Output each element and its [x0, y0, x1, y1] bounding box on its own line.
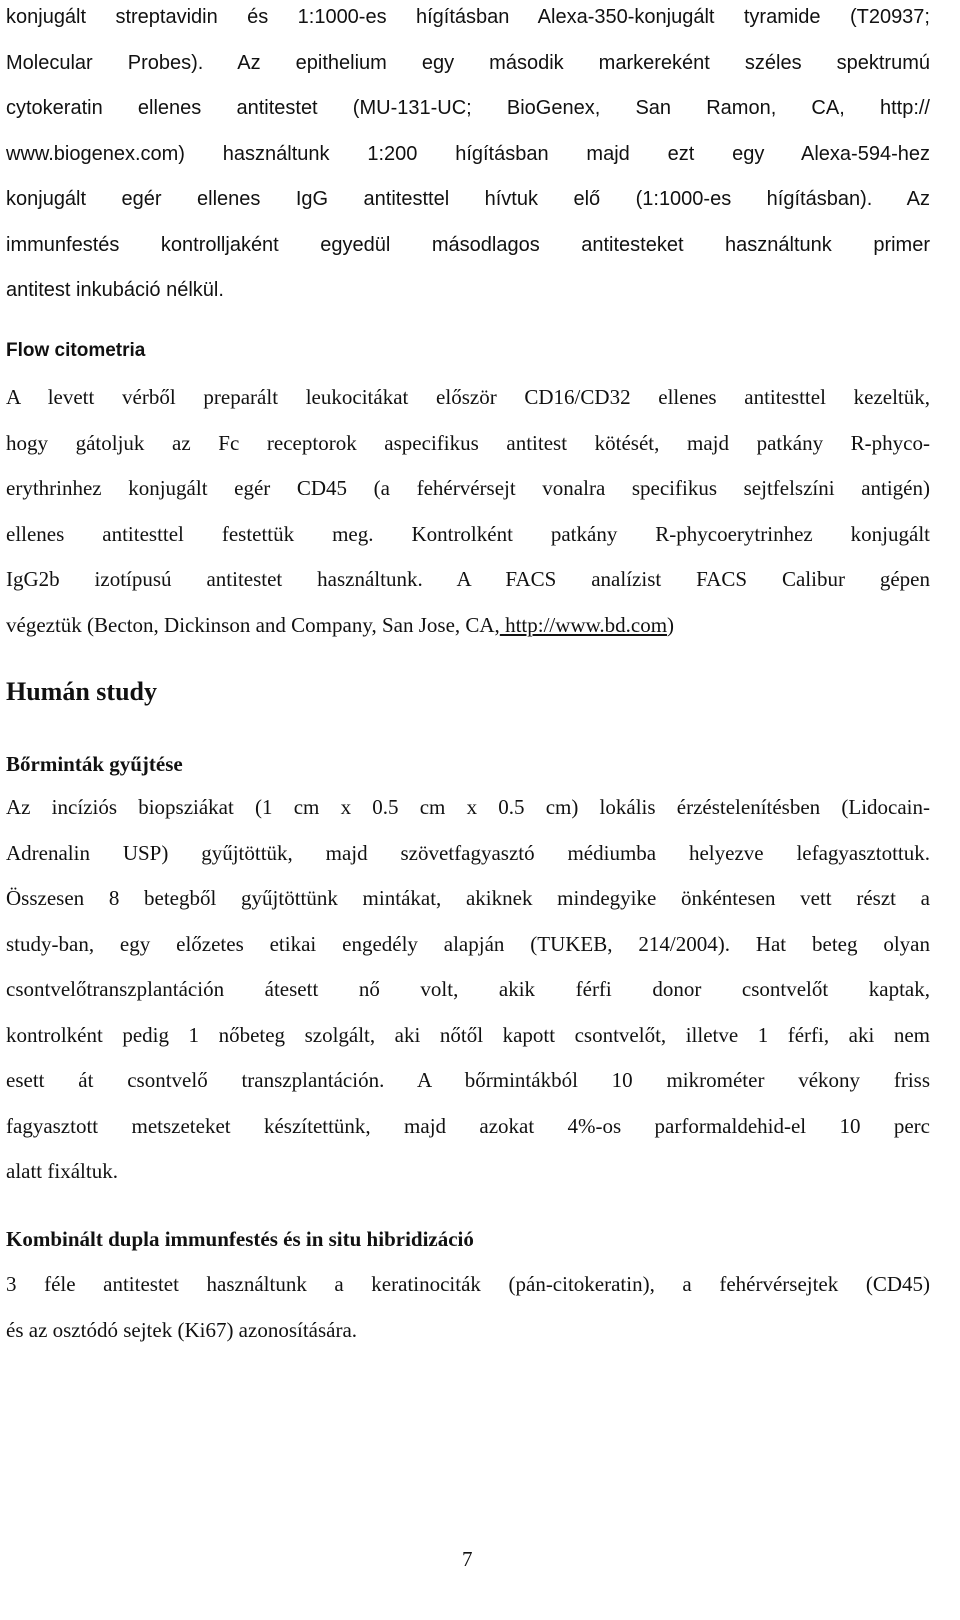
text-fragment: végeztük (Becton, Dickinson and Company, San Jose, CA,	[6, 612, 500, 637]
text-line: konjugált streptavidin és 1:1000-es hígításban Alexa-350-konjugált tyramide (T20937;	[6, 6, 930, 28]
section-heading-human-study: Humán study	[6, 677, 157, 706]
text-line: IgG2b izotípusú antitestet használtunk. A FACS analízist FACS Calibur gépen	[6, 567, 930, 591]
text-line: alatt fixáltuk.	[6, 1159, 118, 1183]
section-heading-combined-staining: Kombinált dupla immunfestés és in situ hibridizáció	[6, 1227, 474, 1251]
text-fragment: )	[667, 612, 675, 637]
text-line: hogy gátoljuk az Fc receptorok aspecifikus antitest kötését, majd patkány R-phyco-	[6, 430, 930, 455]
text-line: Adrenalin USP) gyűjtöttük, majd szövetfagyasztó médiumba helyezve lefagyasztottuk.	[6, 840, 930, 865]
text-line: csontvelőtranszplantáción átesett nő volt, akik férfi donor csontvelőt kaptak,	[6, 977, 930, 1001]
text-line: Az incíziós biopsziákat (1 cm x 0.5 cm x 0.5 cm) lokális érzéstelenítésben (Lidocain-	[6, 795, 930, 819]
text-line: konjugált egér ellenes IgG antitesttel hívtuk elő (1:1000-es hígításban). Az	[6, 188, 930, 210]
text-line: erythrinhez konjugált egér CD45 (a fehérvérsejt vonalra specifikus sejtfelszíni antigén)	[6, 476, 930, 500]
section-heading-skin-samples: Bőrminták gyűjtése	[6, 752, 183, 776]
text-line: Molecular Probes). Az epithelium egy második markereként széles spektrumú	[6, 51, 930, 74]
text-line: www.biogenex.com) használtunk 1:200 hígításban majd ezt egy Alexa-594-hez	[6, 142, 930, 165]
text-line: Összesen 8 betegből gyűjtöttünk mintákat, akiknek mindegyike önkéntesen vett részt a	[6, 886, 930, 910]
text-line: A levett vérből preparált leukocitákat először CD16/CD32 ellenes antitesttel kezeltük,	[6, 385, 930, 409]
paragraph-combined-staining	[6, 1262, 930, 1353]
section-heading-flow-cytometry: Flow citometria	[6, 340, 146, 361]
text-line	[6, 603, 930, 649]
paragraph-skin-samples	[6, 785, 930, 1195]
text-line: 3 féle antitestet használtunk a keratinociták (pán-citokeratin), a fehérvérsejtek (CD45)	[6, 1272, 930, 1296]
text-line: fagyasztott metszeteket készítettünk, majd azokat 4%-os parformaldehid-el 10 perc	[6, 1113, 930, 1138]
page-number: 7	[462, 1547, 473, 1571]
text-line: kontrolként pedig 1 nőbeteg szolgált, aki nőtől kapott csontvelőt, illetve 1 férfi, aki nem	[6, 1022, 930, 1047]
text-line: antitest inkubáció nélkül.	[6, 279, 224, 301]
bd-link[interactable]: http://www.bd.com	[499, 612, 668, 637]
text-line: esett át csontvelő transzplantáción. A bőrmintákból 10 mikrométer vékony friss	[6, 1068, 930, 1092]
text-line: és az osztódó sejtek (Ki67) azonosítására.	[6, 1317, 358, 1342]
text-line: study-ban, egy előzetes etikai engedély alapján (TUKEB, 214/2004). Hat beteg olyan	[6, 931, 930, 956]
text-line: cytokeratin ellenes antitestet (MU-131-UC; BioGenex, San Ramon, CA, http://	[6, 97, 930, 119]
paragraph-immunostaining	[6, 0, 930, 314]
paragraph-flow-cytometry	[6, 375, 930, 648]
text-line: immunfestés kontrolljaként egyedül másodlagos antitesteket használtunk primer	[6, 233, 930, 256]
text-line: ellenes antitesttel festettük meg. Kontrolként patkány R-phycoerytrinhez konjugált	[6, 521, 930, 546]
